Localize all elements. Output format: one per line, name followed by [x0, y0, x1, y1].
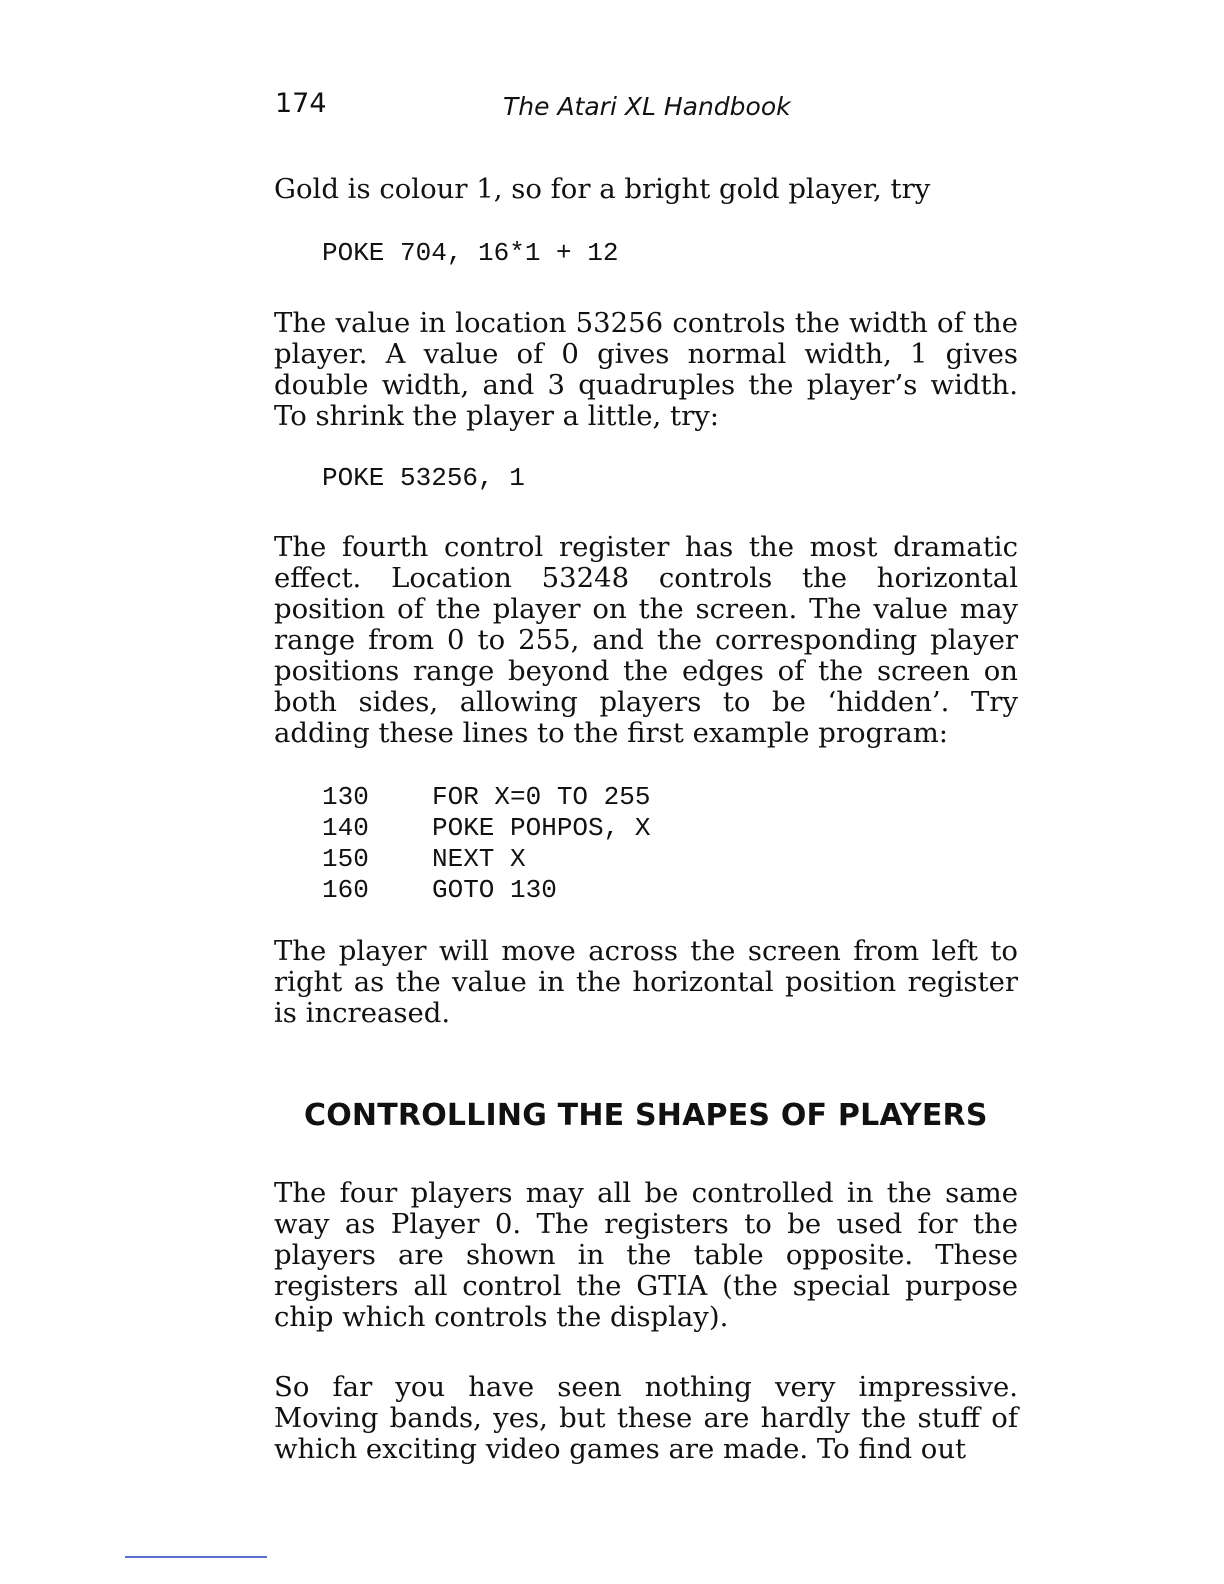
listing-row	[322, 844, 650, 875]
listing-statement: POKE POHPOS, X	[432, 813, 651, 843]
paragraph-horizontal-position: The fourth control register has the most dramatic effect. Location 53248 controls the horizontal position of the player on the screen. The value may range from 0 to 255, and the corresponding player positions range beyond the edges of the screen on both sides, allowing players to be ‘hidden’. Try adding these lines to the first example program:	[274, 531, 1018, 749]
listing-line-number: 130	[322, 782, 369, 812]
paragraph-four-players: The four players may all be controlled in the same way as Player 0. The registers to be used for the players are shown in the table opposite. These registers all control the GTIA (the special purpose chip which controls the display).	[274, 1177, 1018, 1333]
code-poke-width: POKE 53256, 1	[322, 463, 525, 493]
section-heading: CONTROLLING THE SHAPES OF PLAYERS	[304, 1098, 988, 1133]
running-header-title: The Atari XL Handbook	[503, 92, 791, 121]
listing-statement: GOTO 130	[432, 875, 557, 905]
listing-row	[322, 875, 650, 906]
listing-statement: FOR X=0 TO 255	[432, 782, 651, 812]
listing-line-number: 160	[322, 875, 369, 905]
listing-line-number: 140	[322, 813, 369, 843]
paragraph-player-width: The value in location 53256 controls the width of the player. A value of 0 gives normal width, 1 gives double width, and 3 quadruples the player’s width. To shrink the player a little, try:	[274, 307, 1018, 432]
listing-line-number: 150	[322, 844, 369, 874]
code-poke-colour: POKE 704, 16*1 + 12	[322, 238, 619, 268]
paragraph-player-move: The player will move across the screen from left to right as the value in the horizontal position register is increased.	[274, 935, 1018, 1029]
basic-program-listing	[322, 782, 650, 906]
listing-row	[322, 782, 650, 813]
listing-statement: NEXT X	[432, 844, 526, 874]
listing-row	[322, 813, 650, 844]
scan-edge-line	[125, 1556, 267, 1558]
page-number: 174	[275, 88, 327, 119]
paragraph-so-far: So far you have seen nothing very impressive. Moving bands, yes, but these are hardly the stuff of which exciting video games are made. To find out	[274, 1371, 1018, 1465]
paragraph-gold-colour: Gold is colour 1, so for a bright gold player, try	[274, 173, 931, 205]
